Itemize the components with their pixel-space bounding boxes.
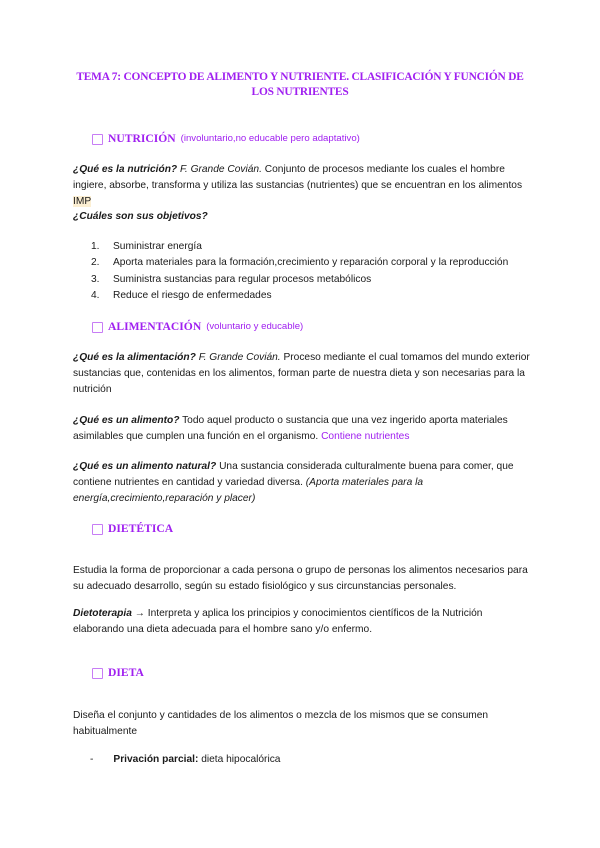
definition: Una sustancia considerada culturalmente buena para comer, que contiene nutrientes en cantidad y variedad diversa. xyxy=(73,461,514,488)
note: (Aporta materiales para la energía,crecimiento,reparación y placer) xyxy=(73,477,423,504)
alimento-natural-definition xyxy=(73,459,535,507)
checkbox-icon xyxy=(92,134,103,145)
list-item xyxy=(73,272,535,288)
item-number: 1. xyxy=(91,241,100,252)
note: Contiene nutrientes xyxy=(321,431,410,442)
checkbox-icon xyxy=(92,668,103,679)
nutricion-definition xyxy=(73,162,535,210)
section-heading-dietetica xyxy=(92,521,554,537)
checkbox-icon xyxy=(92,524,103,535)
bullet-label: Privación parcial: xyxy=(113,754,199,765)
dieta-definition: Diseña el conjunto y cantidades de los alimentos o mezcla de los mismos que se consumen habitualmente xyxy=(73,710,489,737)
question: ¿Qué es un alimento? xyxy=(73,415,180,426)
heading-note: (involuntario,no educable pero adaptativo) xyxy=(180,133,360,144)
author: F. Grande Covián. xyxy=(198,352,281,363)
alimento-definition xyxy=(73,413,535,445)
list-item xyxy=(73,288,535,304)
dietoterapia-definition xyxy=(73,606,535,638)
arrow-icon: → xyxy=(134,608,145,619)
section-heading-dieta xyxy=(92,665,554,681)
item-number: 4. xyxy=(91,289,100,301)
item-text: Suministrar energía xyxy=(113,241,202,252)
heading-text: DIETA xyxy=(108,666,144,679)
item-text: Suministra sustancias para regular procesos metabólicos xyxy=(113,273,372,285)
definition: Todo aquel producto o sustancia que una vez ingerido aporta materiales asimilables que cumplen una función en el organismo. xyxy=(73,415,508,442)
objectives-question: ¿Cuáles son sus objetivos? xyxy=(73,211,208,222)
list-item xyxy=(73,255,535,271)
definition: Proceso mediante el cual tomamos del mundo exterior sustancias que, contenidas en los alimentos, forman parte de nuestra dieta y son necesarias para la nutrición xyxy=(73,352,530,395)
question: ¿Qué es la nutrición? xyxy=(73,164,178,175)
question: ¿Qué es la alimentación? xyxy=(73,352,196,363)
item-number: 3. xyxy=(91,273,100,285)
alimentacion-definition xyxy=(73,350,535,398)
definition: Interpreta y aplica los principios y conocimientos científicos de la Nutrición elaborando una dieta adecuada para el hombre sano y/o enfermo. xyxy=(73,608,483,635)
heading-text: DIETÉTICA xyxy=(108,522,174,535)
item-number: 2. xyxy=(91,257,100,269)
definition: Conjunto de procesos mediante los cuales el hombre ingiere, absorbe, transforma y utiliza las sustancias (nutrientes) que se encuentran en los alimentos xyxy=(73,164,523,191)
title-line-2: LOS NUTRIENTES xyxy=(251,86,349,98)
list-item xyxy=(73,239,535,255)
bullet-text: dieta hipocalórica xyxy=(201,754,281,765)
item-text: Reduce el riesgo de enfermedades xyxy=(113,289,272,301)
term: Dietoterapia xyxy=(73,608,132,619)
author: F. Grande Covián. xyxy=(180,164,262,175)
objectives-list xyxy=(73,239,535,304)
imp-highlight: IMP xyxy=(73,196,92,207)
bullet-item xyxy=(90,752,552,768)
dietetica-definition: Estudia la forma de proporcionar a cada persona o grupo de personas los alimentos necesarios para su adecuado desarrollo, según su estado fisiológico y sus circunstancias personales. xyxy=(73,565,528,592)
question: ¿Qué es un alimento natural? xyxy=(73,461,217,472)
section-heading-alimentacion xyxy=(92,319,554,335)
bullet-marker: - xyxy=(90,754,94,765)
document-title xyxy=(60,70,540,100)
item-text: Aporta materiales para la formación,crecimiento y reparación corporal y la reproducción xyxy=(113,257,509,269)
title-line-1: TEMA 7: CONCEPTO DE ALIMENTO Y NUTRIENTE. CLASIFICACIÓN Y FUNCIÓN DE xyxy=(76,71,524,83)
checkbox-icon xyxy=(92,322,103,333)
heading-note: (voluntario y educable) xyxy=(206,321,304,332)
heading-text: NUTRICIÓN xyxy=(108,132,176,145)
section-heading-nutricion xyxy=(92,131,554,147)
heading-text: ALIMENTACIÓN xyxy=(108,320,202,333)
